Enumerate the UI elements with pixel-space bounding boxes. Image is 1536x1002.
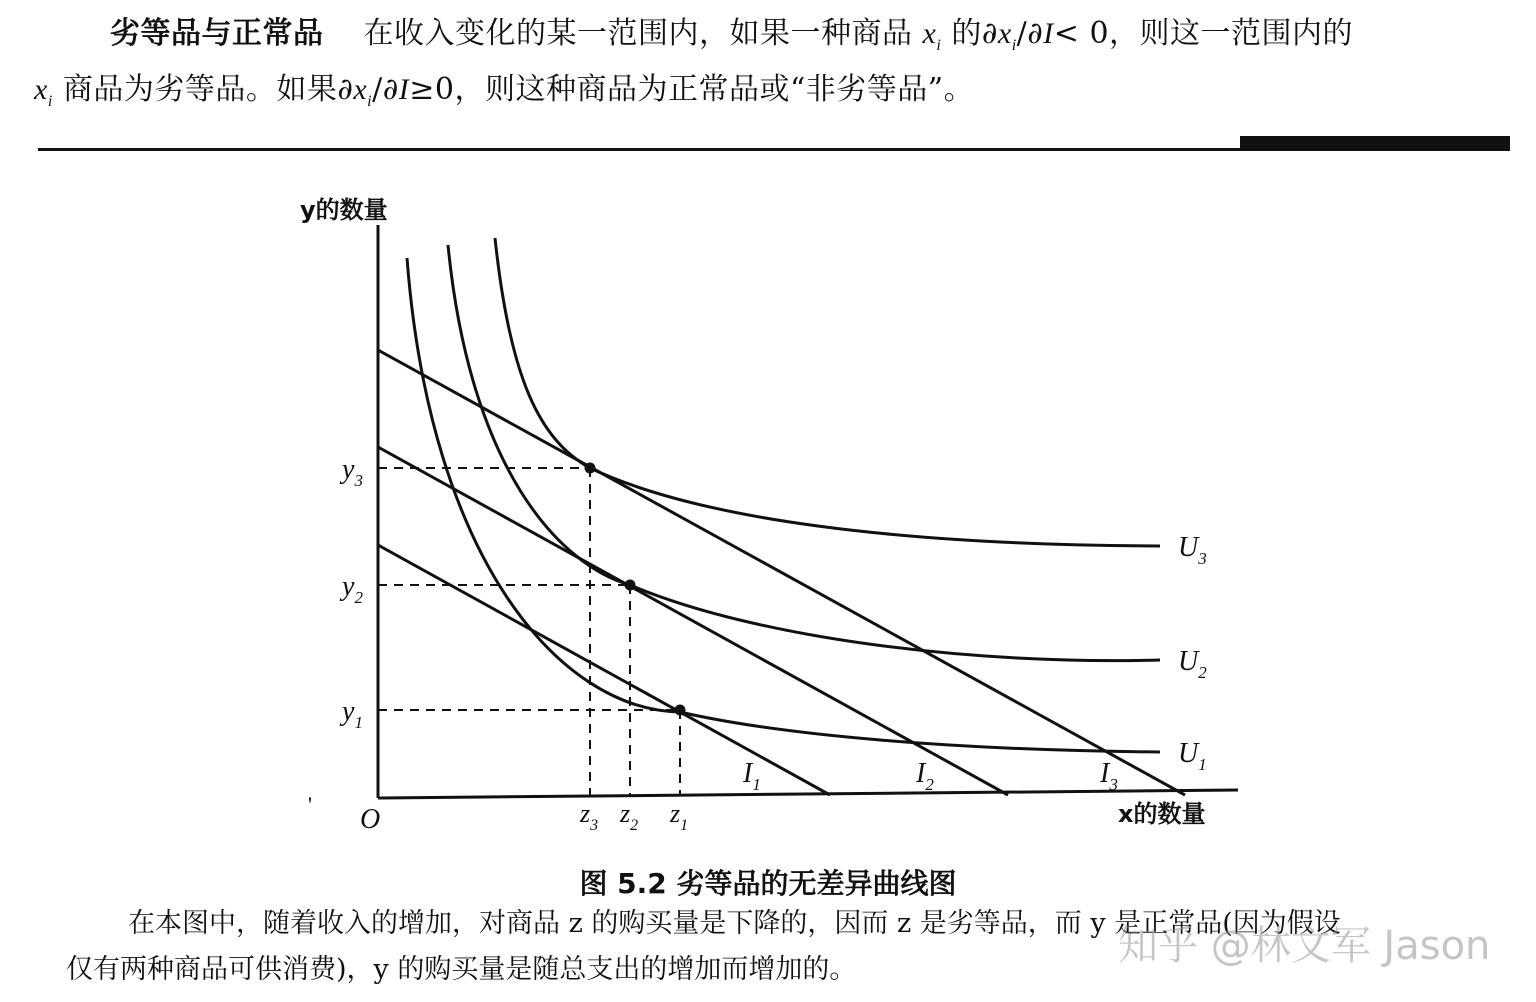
definition-text-g: ≥0，则这种商品为正常品或“非劣等品”。: [409, 72, 975, 107]
var-xi-2: x: [997, 17, 1012, 50]
tick-label-z3: $z_3$: [580, 799, 599, 834]
note-line-2: 仅有两种商品可供消费)，y 的购买量是随总支出的增加而增加的。: [66, 954, 857, 985]
var-xi: x: [922, 17, 937, 50]
origin-label: O: [360, 804, 381, 835]
tangency-point-3: [585, 463, 596, 474]
definition-text-c: /∂: [1016, 16, 1044, 51]
var-xi-4: x: [353, 73, 368, 106]
sub-i-2: i: [1011, 37, 1017, 54]
sub-i-3: i: [47, 93, 53, 110]
label-i3: $I_3$: [1100, 758, 1118, 794]
tick-label-z2: $z_2$: [620, 799, 639, 834]
budget-line-i1: [378, 545, 830, 795]
label-u2: $U_2$: [1178, 646, 1207, 682]
stray-mark: ': [308, 792, 312, 817]
indifference-curves: [407, 238, 1160, 752]
tangency-point-2: [625, 580, 636, 591]
guide-dashes: [378, 468, 680, 796]
definition-text-e: 商品为劣等品。如果∂: [62, 72, 354, 107]
tick-label-y3: $y_3$: [342, 454, 363, 490]
indifference-curve-u2: [448, 245, 1160, 661]
tick-label-z1: $z_1$: [670, 799, 689, 834]
definition-term: 劣等品与正常品: [110, 16, 324, 51]
var-I: I: [1043, 17, 1054, 50]
axes: [378, 225, 1238, 798]
indifference-curve-u1: [407, 258, 1160, 752]
label-u1: $U_1$: [1178, 738, 1207, 774]
indifference-curve-u3: [495, 238, 1160, 546]
var-I-2: I: [398, 73, 410, 106]
definition-text-a: 在收入变化的某一范围内，如果一种商品: [363, 16, 913, 51]
tangency-point-1: [675, 705, 686, 716]
label-i2: $I_2$: [916, 758, 934, 794]
definition-text-d: < 0，则这一范围内的: [1053, 16, 1354, 51]
sub-i: i: [936, 37, 942, 54]
x-axis-label: x的数量: [1118, 800, 1206, 828]
var-xi-3: x: [34, 73, 48, 106]
label-i1: $I_1$: [743, 758, 761, 794]
figure-caption: 图 5.2 劣等品的无差异曲线图: [579, 867, 957, 900]
label-u3: $U_3$: [1178, 532, 1207, 568]
note-line-1: 在本图中，随着收入的增加，对商品 z 的购买量是下降的，因而 z 是劣等品，而 y 是正常品(因为假设: [128, 908, 1341, 939]
tick-label-y2: $y_2$: [342, 571, 363, 607]
sub-i-4: i: [367, 93, 373, 110]
tick-label-y1: $y_1$: [342, 696, 363, 732]
definition-text-b: 的∂: [951, 16, 998, 51]
y-axis-label: y的数量: [300, 196, 388, 224]
zhihu-watermark: 知乎 @林文军 Jason: [1118, 923, 1491, 969]
definition-text-f: /∂: [372, 72, 399, 107]
